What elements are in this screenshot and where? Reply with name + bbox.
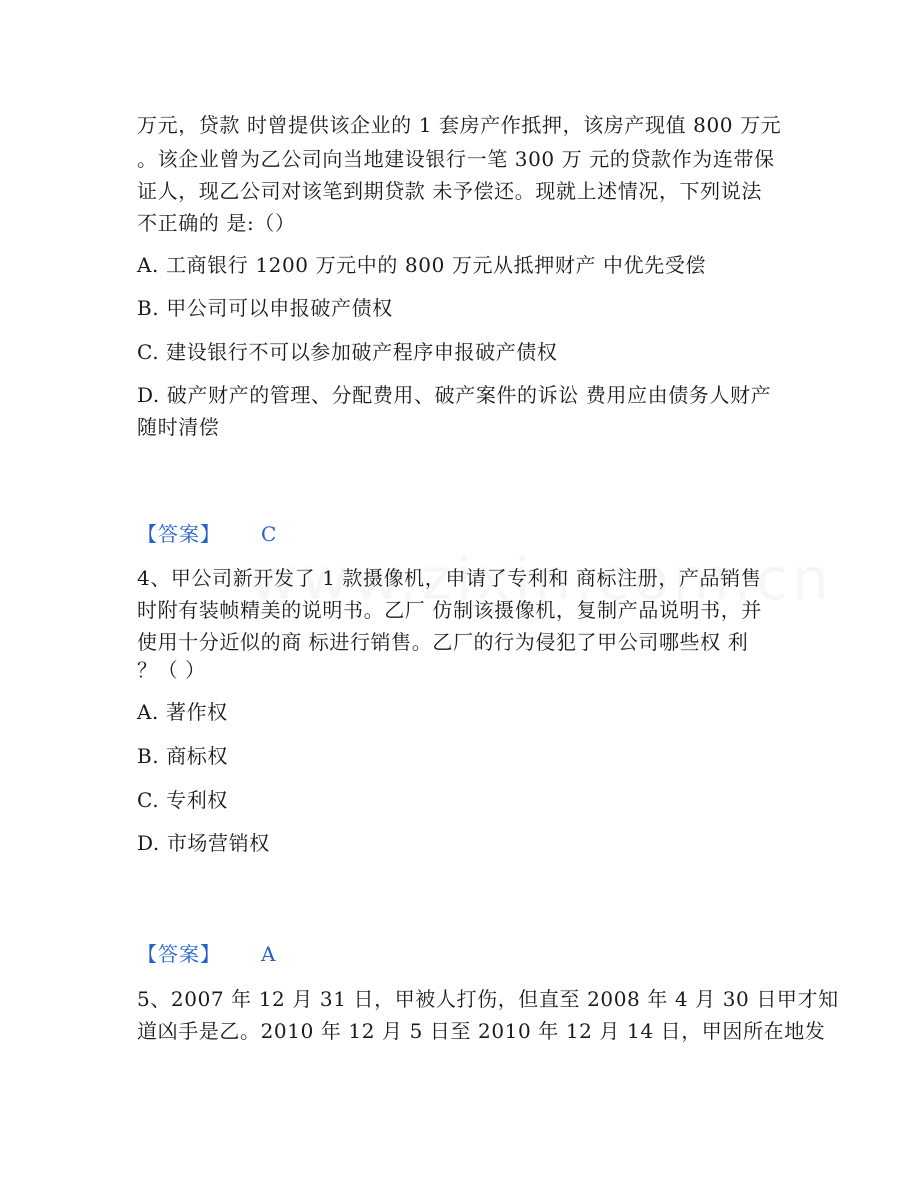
q3-stem-line-4: 不正确的 是:（） — [137, 211, 296, 235]
q3-stem-line-2: 。该企业曾为乙公司向当地建设银行一笔 300 万 元的贷款作为连带保 — [137, 147, 775, 171]
q3-stem-line-1: 万元，贷款 时曾提供该企业的 1 套房产作抵押，该房产现值 800 万元 — [137, 113, 782, 137]
q4-stem-line-3: 使用十分近似的商 标进行销售。乙厂的行为侵犯了甲公司哪些权 利 — [137, 630, 749, 654]
q4-stem-line-4: ？（ ） — [137, 658, 206, 682]
q3-option-a: A. 工商银行 1200 万元中的 800 万元从抵押财产 中优先受偿 — [137, 253, 707, 277]
q4-option-d: D. 市场营销权 — [137, 831, 270, 855]
q3-answer — [137, 520, 276, 548]
q4-stem-line-1: 4、甲公司新开发了 1 款摄像机，申请了专利和 商标注册，产品销售 — [137, 566, 762, 590]
q4-option-c: C. 专利权 — [137, 788, 228, 812]
q3-answer-label: 【答案】 — [137, 522, 221, 546]
q3-option-b: B. 甲公司可以申报破产债权 — [137, 296, 393, 320]
q3-stem-line-3: 证人，现乙公司对该笔到期贷款 未予偿还。现就上述情况，下列说法 — [137, 179, 762, 203]
q4-stem-line-2: 时附有装帧精美的说明书。乙厂 仿制该摄像机，复制产品说明书，并 — [137, 598, 762, 622]
q3-answer-value: C — [261, 522, 277, 546]
q3-option-d-line-1: D. 破产财产的管理、分配费用、破产案件的诉讼 费用应由债务人财产 — [137, 383, 772, 407]
q4-answer — [137, 940, 275, 968]
q4-option-b: B. 商标权 — [137, 744, 229, 768]
q5-stem-line-1: 5、2007 年 12 月 31 日，甲被人打伤，但直至 2008 年 4 月 30 日甲才知 — [137, 987, 839, 1011]
q3-option-d-line-2: 随时清偿 — [137, 415, 220, 439]
q4-answer-value: A — [261, 942, 276, 966]
q5-stem-line-2: 道凶手是乙。2010 年 12 月 5 日至 2010 年 12 月 14 日，甲因所在地发 — [137, 1019, 826, 1043]
q3-option-c: C. 建设银行不可以参加破产程序申报破产债权 — [137, 340, 558, 364]
q4-answer-label: 【答案】 — [137, 942, 221, 966]
q4-option-a: A. 著作权 — [137, 700, 228, 724]
